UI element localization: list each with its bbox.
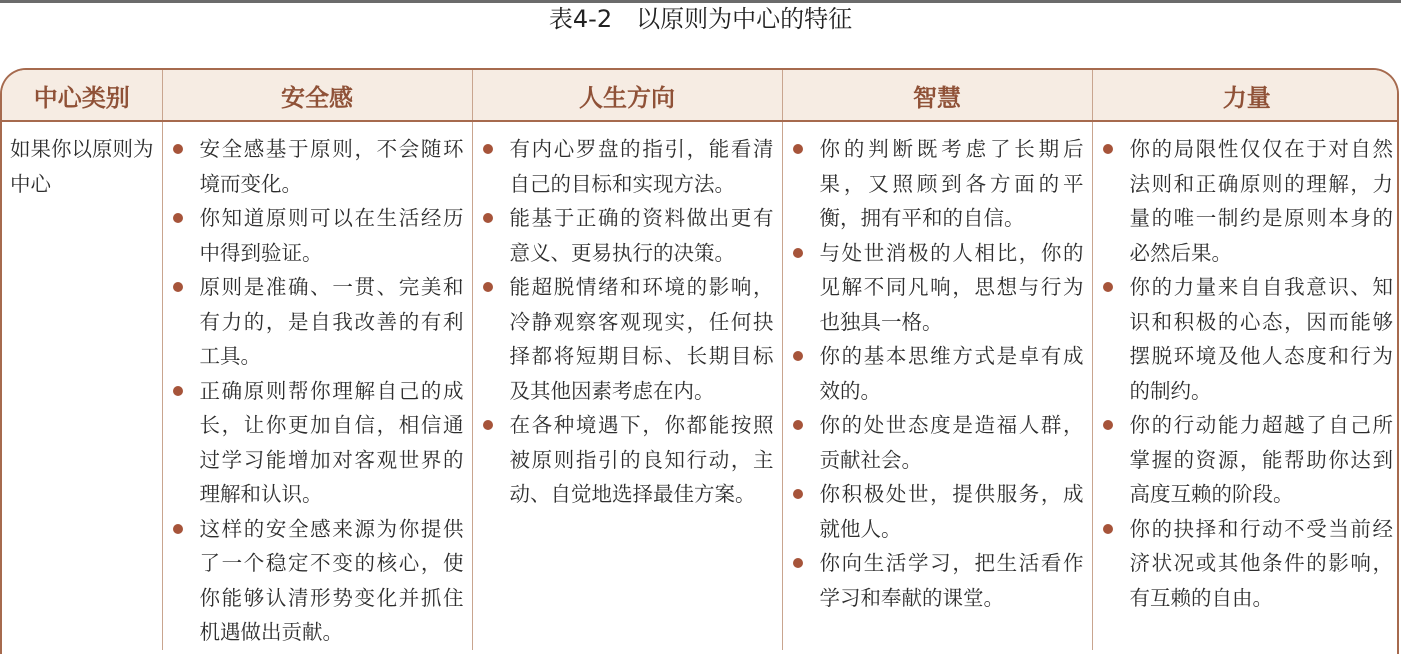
table-row <box>2 121 1399 650</box>
header-row <box>2 70 1399 121</box>
cell-power <box>1092 121 1399 650</box>
row-label: 如果你以原则为中心 <box>2 121 162 650</box>
header-wisdom: 智慧 <box>782 70 1092 121</box>
bullet-dot-icon <box>1103 420 1113 430</box>
list-item-text: 这样的安全感来源为你提供了一个稳定不变的核心，使你能够认清形势变化并抓住机遇做出贡献。 <box>199 516 464 644</box>
list-item <box>791 132 1084 236</box>
bullet-dot-icon <box>483 420 493 430</box>
bullet-dot-icon <box>483 213 493 223</box>
list-item <box>481 132 774 201</box>
header-life-direction: 人生方向 <box>472 70 782 121</box>
list-item-text: 与处世消极的人相比，你的见解不同凡响，思想与行为也独具一格。 <box>819 240 1084 334</box>
list-item <box>791 546 1084 615</box>
cell-wisdom <box>782 121 1092 650</box>
list-item <box>1101 512 1394 616</box>
bullet-dot-icon <box>1103 282 1113 292</box>
list-item <box>1101 408 1394 512</box>
list-item <box>481 201 774 270</box>
bullet-dot-icon <box>173 144 183 154</box>
bullet-dot-icon <box>793 558 803 568</box>
list-item <box>791 236 1084 340</box>
bullet-dot-icon <box>483 282 493 292</box>
list-item-text: 你的力量来自自我意识、知识和积极的心态，因而能够摆脱环境及他人态度和行为的制约。 <box>1129 275 1393 403</box>
bullet-dot-icon <box>173 524 183 534</box>
table-caption: 表4-2 以原则为中心的特征 <box>548 5 853 33</box>
bullet-list <box>481 132 774 512</box>
principle-center-table <box>0 68 1399 654</box>
bullet-dot-icon <box>173 386 183 396</box>
list-item <box>481 270 774 408</box>
bullet-list <box>791 132 1084 615</box>
bullet-list <box>1101 132 1394 615</box>
bullet-list <box>171 132 464 650</box>
cell-security <box>162 121 472 650</box>
bullet-dot-icon <box>483 144 493 154</box>
list-item-text: 原则是准确、一贯、完美和有力的，是自我改善的有利工具。 <box>199 275 464 368</box>
list-item <box>171 270 464 374</box>
bullet-dot-icon <box>173 213 183 223</box>
list-item <box>791 477 1084 546</box>
list-item-text: 你的抉择和行动不受当前经济状况或其他条件的影响，有互赖的自由。 <box>1129 516 1393 610</box>
header-security: 安全感 <box>162 70 472 121</box>
cell-life-direction <box>472 121 782 650</box>
header-power: 力量 <box>1092 70 1399 121</box>
list-item <box>171 512 464 650</box>
list-item-text: 你的基本思维方式是卓有成效的。 <box>819 344 1084 403</box>
list-item-text: 你积极处世，提供服务，成就他人。 <box>819 482 1084 541</box>
bullet-dot-icon <box>793 144 803 154</box>
list-item-text: 有内心罗盘的指引，能看清自己的目标和实现方法。 <box>509 137 774 196</box>
list-item <box>1101 132 1394 270</box>
list-item-text: 能基于正确的资料做出更有意义、更易执行的决策。 <box>509 206 774 265</box>
table <box>2 70 1399 650</box>
list-item <box>171 201 464 270</box>
bullet-dot-icon <box>793 248 803 258</box>
bullet-dot-icon <box>793 420 803 430</box>
list-item-text: 你的判断既考虑了长期后果，又照顾到各方面的平衡，拥有平和的自信。 <box>819 137 1084 230</box>
bullet-dot-icon <box>1103 524 1113 534</box>
top-rule <box>0 0 1401 3</box>
list-item <box>791 339 1084 408</box>
bullet-dot-icon <box>1103 144 1113 154</box>
header-center-category: 中心类别 <box>2 70 162 121</box>
bullet-dot-icon <box>793 351 803 361</box>
list-item-text: 安全感基于原则，不会随环境而变化。 <box>199 137 464 196</box>
list-item-text: 你的处世态度是造福人群，贡献社会。 <box>819 413 1084 472</box>
list-item-text: 你向生活学习，把生活看作学习和奉献的课堂。 <box>819 551 1084 610</box>
list-item-text: 你知道原则可以在生活经历中得到验证。 <box>199 206 464 265</box>
list-item <box>171 374 464 512</box>
list-item <box>1101 270 1394 408</box>
list-item <box>481 408 774 512</box>
list-item <box>791 408 1084 477</box>
list-item-text: 正确原则帮你理解自己的成长，让你更加自信，相信通过学习能增加对客观世界的理解和认识。 <box>199 378 464 506</box>
bullet-dot-icon <box>173 282 183 292</box>
bullet-dot-icon <box>793 489 803 499</box>
list-item-text: 在各种境遇下，你都能按照被原则指引的良知行动，主动、自觉地选择最佳方案。 <box>509 413 774 506</box>
list-item-text: 能超脱情绪和环境的影响，冷静观察客观现实，任何抉择都将短期目标、长期目标及其他因素考虑在内。 <box>509 275 774 403</box>
list-item <box>171 132 464 201</box>
list-item-text: 你的局限性仅仅在于对自然法则和正确原则的理解，力量的唯一制约是原则本身的必然后果。 <box>1129 137 1393 265</box>
list-item-text: 你的行动能力超越了自己所掌握的资源，能帮助你达到高度互赖的阶段。 <box>1129 413 1393 506</box>
